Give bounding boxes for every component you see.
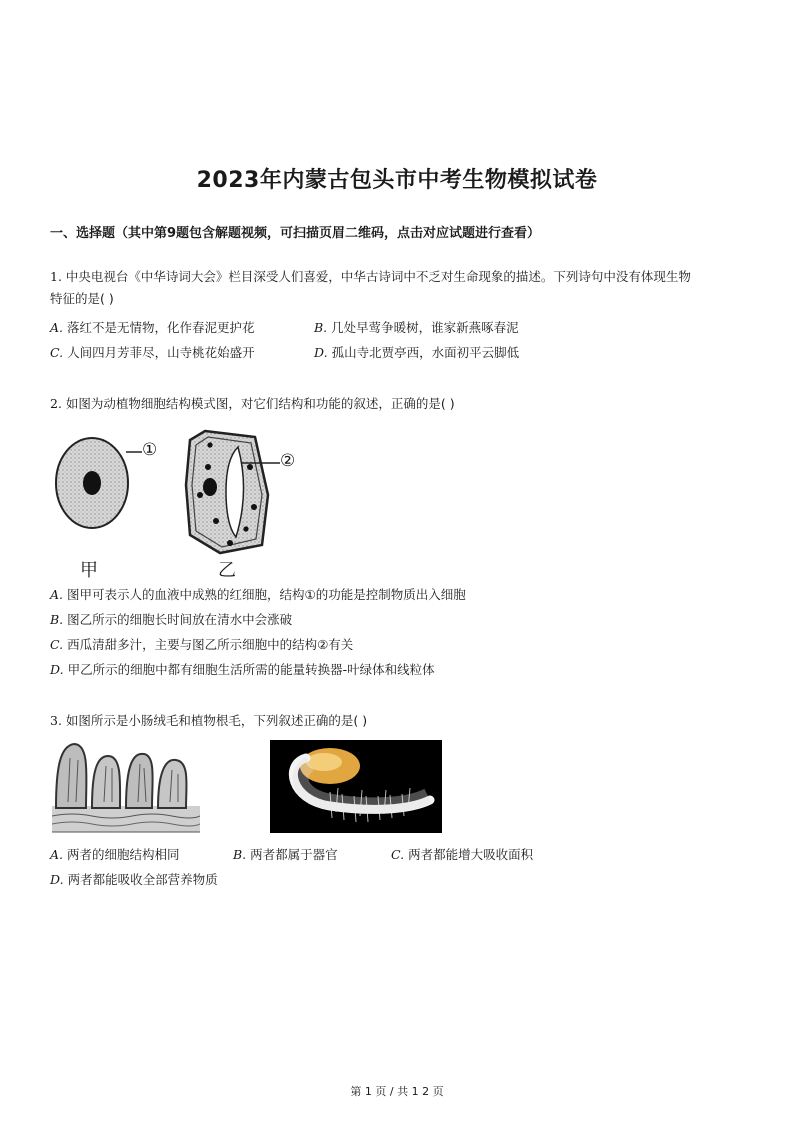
option-text: 落红不是无情物，化作春泥更护花 <box>67 320 255 335</box>
option-text: 两者都属于器官 <box>250 847 338 862</box>
exam-title: 2023年内蒙古包头市中考生物模拟试卷 <box>196 168 598 193</box>
question-text: 如图所示是小肠绒毛和植物根毛，下列叙述正确的是( ) <box>65 713 368 728</box>
option-text: 图乙所示的细胞长时间放在清水中会涨破 <box>67 612 293 627</box>
section-heading: 一、选择题（其中第9题包含解题视频，可扫描页眉二维码，点击对应试题进行查看） <box>50 226 541 241</box>
option-text: 孤山寺北贾亭西，水面初平云脚低 <box>331 345 520 360</box>
option-c <box>391 845 533 863</box>
question-number: 2. <box>50 396 62 411</box>
option-text: 图甲可表示人的血液中成熟的红细胞，结构①的功能是控制物质出入细胞 <box>67 587 466 602</box>
option-text: 两者的细胞结构相同 <box>67 847 180 862</box>
marker-2: ② <box>280 451 296 471</box>
animal-cell <box>56 438 128 528</box>
option-b <box>50 610 292 628</box>
question-number: 1. <box>50 269 62 284</box>
option-b <box>314 318 519 336</box>
option-text: 西瓜清甜多汁，主要与图乙所示细胞中的结构②有关 <box>67 637 354 652</box>
option-letter: C. <box>50 345 64 360</box>
question-2-stem <box>50 393 455 415</box>
option-text: 几处早莺争暖树，谁家新燕啄春泥 <box>331 320 519 335</box>
option-b <box>233 845 338 863</box>
option-letter: A. <box>50 847 64 862</box>
option-a <box>50 318 255 336</box>
option-a <box>50 845 180 863</box>
option-c <box>50 635 353 653</box>
option-letter: C. <box>50 637 64 652</box>
option-d <box>50 870 218 888</box>
option-letter: C. <box>391 847 405 862</box>
option-text: 甲乙所示的细胞中都有细胞生活所需的能量转换器-叶绿体和线粒体 <box>67 662 435 677</box>
option-d <box>50 660 435 678</box>
option-c <box>50 343 255 361</box>
plant-cell <box>186 431 268 553</box>
option-letter: D. <box>50 662 64 677</box>
option-text: 两者都能吸收全部营养物质 <box>67 872 218 887</box>
question-3-stem <box>50 710 367 732</box>
question-text: 特征的是( ) <box>50 291 114 306</box>
option-d <box>314 343 519 361</box>
question-text: 如图为动植物细胞结构模式图，对它们结构和功能的叙述，正确的是( ) <box>65 396 455 411</box>
question-text: 中央电视台《中华诗词大会》栏目深受人们喜爱，中华古诗词中不乏对生命现象的描述。下列诗句中没有体现生物 <box>65 269 691 284</box>
figure-label-yi: 乙 <box>218 560 236 581</box>
root-hair-photo <box>270 740 442 833</box>
marker-1: ① <box>142 440 158 460</box>
page-footer: 第 1 页 / 共 1 2 页 <box>350 1085 444 1098</box>
option-letter: B. <box>233 847 247 862</box>
intestinal-villi-image <box>52 738 200 834</box>
option-text: 人间四月芳菲尽，山寺桃花始盛开 <box>67 345 255 360</box>
option-letter: D. <box>50 872 64 887</box>
question-1-stem <box>50 266 750 310</box>
option-letter: A. <box>50 320 64 335</box>
option-letter: B. <box>50 612 64 627</box>
option-letter: D. <box>314 345 328 360</box>
option-text: 两者都能增大吸收面积 <box>408 847 534 862</box>
option-letter: B. <box>314 320 328 335</box>
option-letter: A. <box>50 587 64 602</box>
figure-label-jia: 甲 <box>80 560 98 581</box>
option-a <box>50 585 466 603</box>
question-number: 3. <box>50 713 62 728</box>
